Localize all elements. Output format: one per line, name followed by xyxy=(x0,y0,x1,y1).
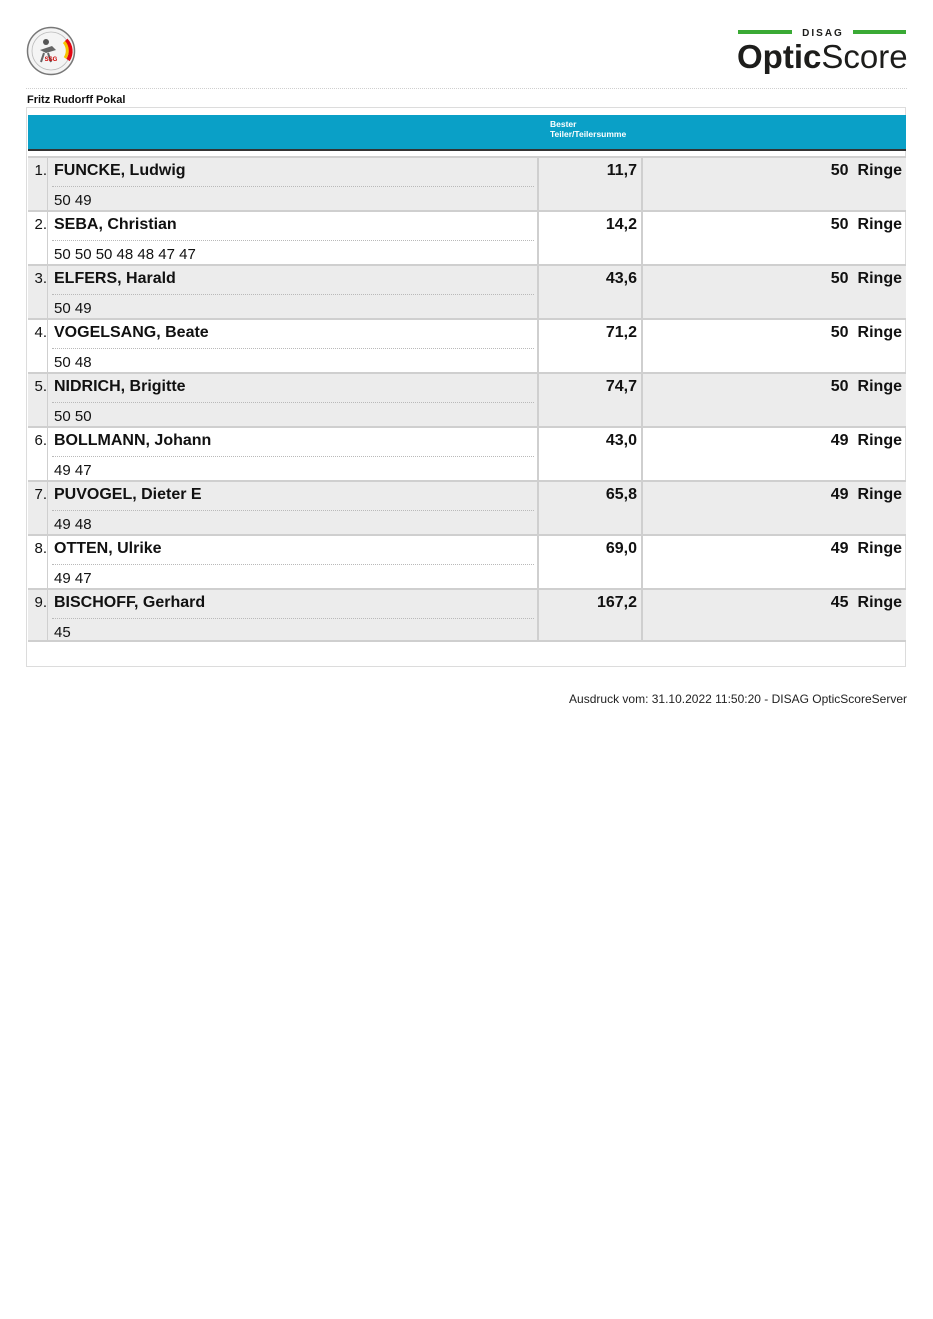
score-text: Score xyxy=(821,38,908,74)
rings-total xyxy=(831,540,902,558)
disag-text: DISAG xyxy=(802,28,844,39)
best-teiler-value: 167,2 xyxy=(596,594,637,611)
best-teiler-cell xyxy=(537,428,643,480)
rings-value: 50 xyxy=(830,378,849,395)
shooter-name: NIDRICH, Brigitte xyxy=(54,378,186,395)
best-teiler-value: 69,0 xyxy=(605,540,637,557)
rings-unit: Ringe xyxy=(857,432,902,449)
best-teiler-header-line2: Teiler/Teilersumme xyxy=(550,129,627,139)
row-dotted-divider xyxy=(52,348,534,349)
best-teiler-cell xyxy=(537,158,643,210)
best-teiler-value: 11,7 xyxy=(606,162,637,179)
series-scores: 49 47 xyxy=(54,462,92,479)
rank: 8. xyxy=(28,536,48,588)
shooter-name: BOLLMANN, Johann xyxy=(54,432,212,449)
top-divider xyxy=(26,88,907,89)
optic-text: Optic xyxy=(737,38,822,74)
rings-value: 50 xyxy=(830,216,849,233)
rank: 2. xyxy=(28,212,48,264)
table-row xyxy=(28,264,906,318)
table-row xyxy=(28,372,906,426)
rank: 5. xyxy=(28,374,48,426)
best-teiler-value: 71,2 xyxy=(605,324,637,341)
best-teiler-cell xyxy=(537,536,643,588)
row-dotted-divider xyxy=(52,402,534,403)
series-scores: 50 48 xyxy=(54,354,92,371)
rings-value: 49 xyxy=(830,432,849,449)
shooter-name: OTTEN, Ulrike xyxy=(54,540,162,557)
best-teiler-value: 65,8 xyxy=(605,486,637,503)
results-table xyxy=(28,156,906,642)
rings-value: 49 xyxy=(830,486,849,503)
rings-unit: Ringe xyxy=(857,594,902,611)
rings-value: 50 xyxy=(830,162,849,179)
rings-total xyxy=(831,378,902,396)
rank: 7. xyxy=(28,482,48,534)
best-teiler-value: 43,6 xyxy=(605,270,637,287)
rank: 4. xyxy=(28,320,48,372)
best-teiler-cell xyxy=(537,212,643,264)
rank: 1. xyxy=(28,158,48,210)
rings-total xyxy=(831,270,902,288)
series-scores: 50 49 xyxy=(54,300,92,317)
rings-total xyxy=(831,324,902,342)
series-scores: 49 47 xyxy=(54,570,92,587)
rings-unit: Ringe xyxy=(857,270,902,287)
rings-total xyxy=(831,486,902,504)
best-teiler-header-line1: Bester xyxy=(550,119,577,129)
opticscore-wordmark xyxy=(737,38,908,74)
best-teiler-cell xyxy=(537,374,643,426)
table-row xyxy=(28,156,906,210)
club-logo xyxy=(26,26,76,76)
best-teiler-cell xyxy=(537,320,643,372)
rings-unit: Ringe xyxy=(857,216,902,233)
series-scores: 50 50 xyxy=(54,408,92,425)
table-row xyxy=(28,534,906,588)
shooter-name: SEBA, Christian xyxy=(54,216,177,233)
best-teiler-value: 43,0 xyxy=(605,432,637,449)
table-row xyxy=(28,426,906,480)
table-row xyxy=(28,480,906,534)
club-logo-text: SSG xyxy=(44,57,58,63)
best-teiler-value: 74,7 xyxy=(605,378,637,395)
rings-value: 45 xyxy=(830,594,849,611)
rings-unit: Ringe xyxy=(857,378,902,395)
series-scores: 50 49 xyxy=(54,192,92,209)
rings-unit: Ringe xyxy=(857,540,902,557)
rank: 6. xyxy=(28,428,48,480)
table-row xyxy=(28,588,906,642)
shooter-name: ELFERS, Harald xyxy=(54,270,176,287)
best-teiler-cell xyxy=(537,482,643,534)
best-teiler-cell xyxy=(537,590,643,642)
rings-value: 50 xyxy=(830,324,849,341)
best-teiler-value: 14,2 xyxy=(605,216,637,233)
rings-unit: Ringe xyxy=(857,162,902,179)
competition-title: Fritz Rudorff Pokal xyxy=(27,94,126,106)
shooter-name: PUVOGEL, Dieter E xyxy=(54,486,202,503)
rank: 9. xyxy=(28,590,48,642)
best-teiler-header xyxy=(550,119,626,139)
shooter-name: BISCHOFF, Gerhard xyxy=(54,594,206,611)
row-dotted-divider xyxy=(52,564,534,565)
shooter-name: FUNCKE, Ludwig xyxy=(54,162,186,179)
row-dotted-divider xyxy=(52,618,534,619)
row-dotted-divider xyxy=(52,510,534,511)
row-dotted-divider xyxy=(52,186,534,187)
rings-total xyxy=(831,216,902,234)
shooter-name: VOGELSANG, Beate xyxy=(54,324,209,341)
rings-value: 49 xyxy=(830,540,849,557)
row-dotted-divider xyxy=(52,294,534,295)
series-scores: 50 50 50 48 48 47 47 xyxy=(54,246,196,263)
table-row xyxy=(28,210,906,264)
rings-total xyxy=(831,162,902,180)
rings-value: 50 xyxy=(830,270,849,287)
table-header xyxy=(28,115,906,151)
series-scores: 45 xyxy=(54,624,71,641)
rings-total xyxy=(831,432,902,450)
table-row xyxy=(28,318,906,372)
opticscore-logo xyxy=(736,26,908,74)
rings-total xyxy=(831,594,902,612)
series-scores: 49 48 xyxy=(54,516,92,533)
row-dotted-divider xyxy=(52,240,534,241)
rings-unit: Ringe xyxy=(857,486,902,503)
rank: 3. xyxy=(28,266,48,318)
row-dotted-divider xyxy=(52,456,534,457)
print-footer: Ausdruck vom: 31.10.2022 11:50:20 - DISAG OpticScoreServer xyxy=(569,692,907,706)
rings-unit: Ringe xyxy=(857,324,902,341)
best-teiler-cell xyxy=(537,266,643,318)
